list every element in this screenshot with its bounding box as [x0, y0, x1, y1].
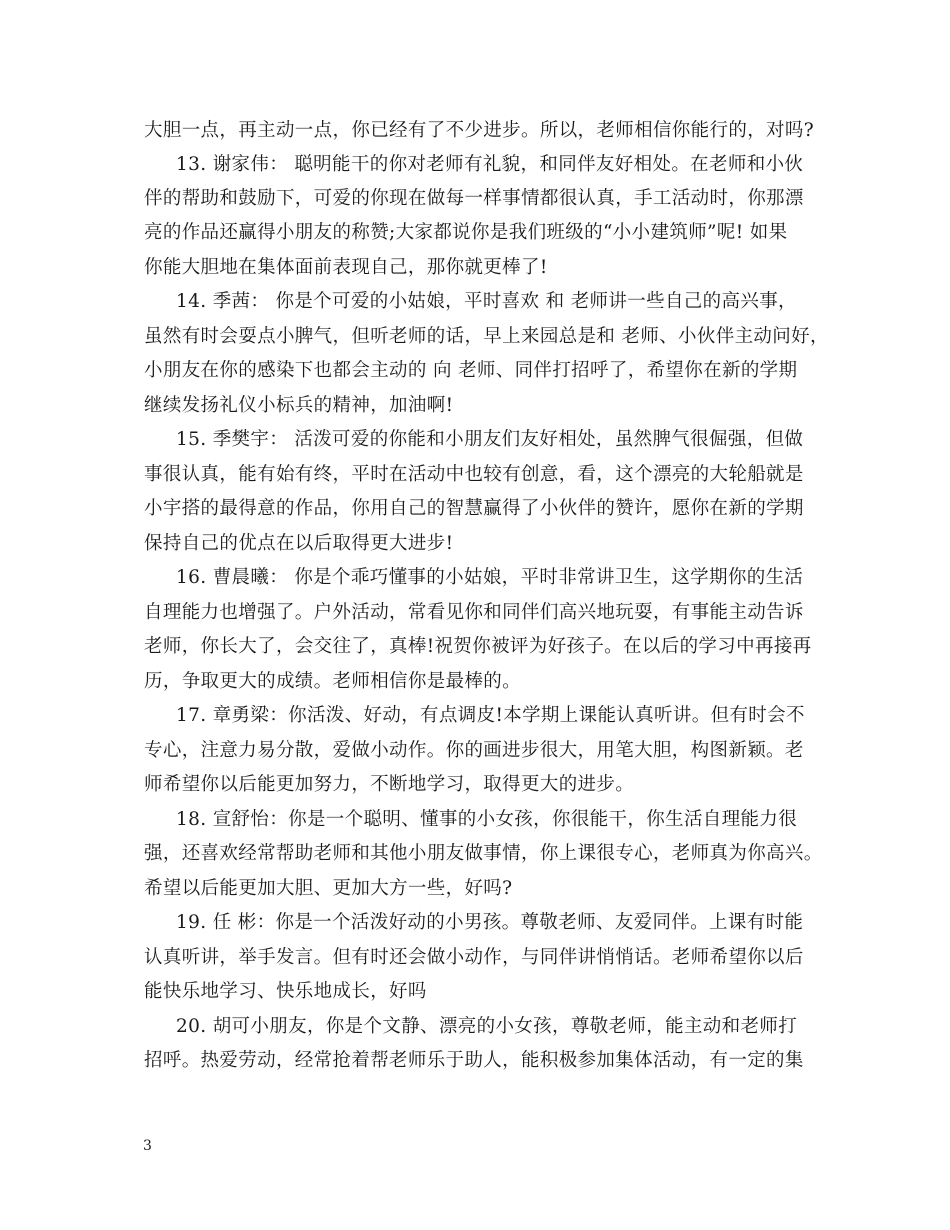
text-line: 19. 任 彬：你是一个活泼好动的小男孩。尊敬老师、友爱同伴。上课有时能 [176, 912, 804, 933]
text-line: 16. 曹晨曦： 你是个乖巧懂事的小姑娘，平时非常讲卫生，这学期你的生活 [176, 567, 804, 588]
text-line: 大胆一点，再主动一点，你已经有了不少进步。所以，老师相信你能行的，对吗? [144, 120, 815, 141]
text-line: 事很认真，能有始有终，平时在活动中也较有创意，看，这个漂亮的大轮船就是 [144, 464, 804, 485]
text-line: 保持自己的优点在以后取得更大进步! [144, 533, 454, 554]
text-line: 你能大胆地在集体面前表现自己，那你就更棒了! [144, 257, 548, 278]
text-line: 招呼。热爱劳动，经常抢着帮老师乐于助人，能积极参加集体活动，有一定的集 [144, 1050, 804, 1071]
text-line: 历，争取更大的成绩。老师相信你是最棒的。 [144, 671, 522, 692]
text-line: 伴的帮助和鼓励下，可爱的你现在做每一样事情都很认真，手工活动时，你那漂 [144, 188, 804, 209]
text-line: 能快乐地学习、快乐地成长，好吗 [144, 981, 427, 1002]
text-line: 亮的作品还赢得小朋友的称赞;大家都说你是我们班级的“小小建筑师”呢! 如果 [144, 222, 788, 243]
text-line: 17. 章勇梁：你活泼、好动，有点调皮!本学期上课能认真听讲。但有时会不 [176, 705, 805, 726]
text-line: 18. 宣舒怡：你是一个聪明、懂事的小女孩，你很能干，你生活自理能力很 [176, 809, 798, 830]
page-number: 3 [143, 1138, 152, 1154]
text-line: 小朋友在你的感染下也都会主动的 向 老师、同伴打招呼了，希望你在新的学期 [144, 360, 798, 381]
text-line: 小宇搭的最得意的作品，你用自己的智慧赢得了小伙伴的赞许，愿你在新的学期 [144, 498, 804, 519]
text-line: 13. 谢家伟： 聪明能干的你对老师有礼貌，和同伴友好相处。在老师和小伙 [176, 154, 804, 175]
text-line: 专心，注意力易分散，爱做小动作。你的画进步很大，用笔大胆，构图新颖。老 [144, 740, 804, 761]
text-line: 自理能力也增强了。户外活动，常看见你和同伴们高兴地玩耍，有事能主动告诉 [144, 602, 804, 623]
text-line: 希望以后能更加大胆、更加大方一些，好吗? [144, 878, 513, 899]
text-line: 15. 季樊宇： 活泼可爱的你能和小朋友们友好相处，虽然脾气很倔强，但做 [176, 429, 804, 450]
text-line: 认真听讲，举手发言。但有时还会做小动作，与同伴讲悄悄话。老师希望你以后 [144, 947, 804, 968]
text-line: 老师，你长大了，会交往了，真棒!祝贺你被评为好孩子。在以后的学习中再接再 [144, 636, 812, 657]
text-line: 虽然有时会耍点小脾气，但听老师的话，早上来园总是和 老师、小伙伴主动问好， [144, 326, 829, 347]
text-line: 继续发扬礼仪小标兵的精神，加油啊! [144, 395, 454, 416]
text-line: 强，还喜欢经常帮助老师和其他小朋友做事情，你上课很专心，老师真为你高兴。 [144, 843, 823, 864]
text-line: 20. 胡可小朋友，你是个文静、漂亮的小女孩，尊敬老师，能主动和老师打 [176, 1016, 798, 1037]
text-line: 14. 季茜： 你是个可爱的小姑娘，平时喜欢 和 老师讲一些自己的高兴事， [176, 291, 797, 312]
text-line: 师希望你以后能更加努力，不断地学习，取得更大的进步。 [144, 774, 635, 795]
